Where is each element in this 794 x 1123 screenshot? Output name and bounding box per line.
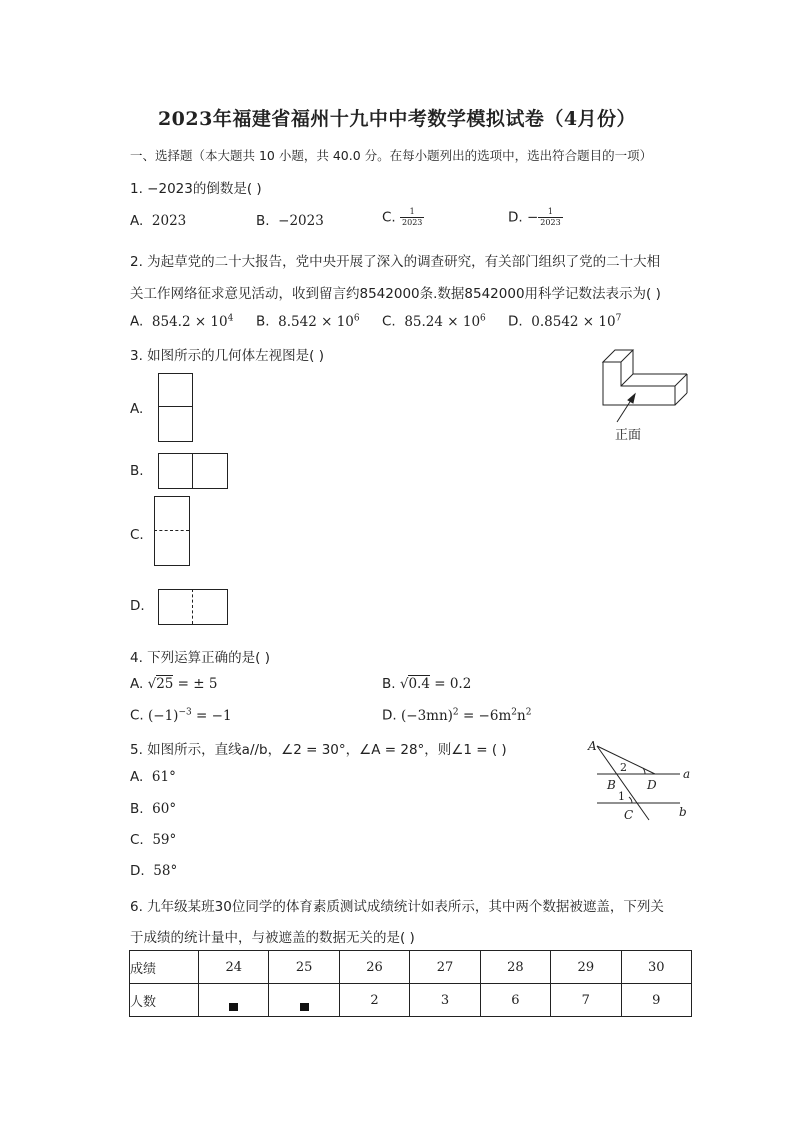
table-cell: 30: [621, 951, 691, 984]
fraction: $\frac{1}{2023}$: [402, 207, 423, 227]
table-cell-masked: [269, 984, 339, 1017]
question-6-stem-line1: 6. 九年级某班30位同学的体育素质测试成绩统计如表所示，其中两个数据被遮盖，下列关: [130, 899, 664, 915]
q5-option-d[interactable]: D. 58°: [130, 863, 178, 879]
q1-option-d[interactable]: D. − $\frac{1}{2023}$: [508, 207, 561, 227]
row-header-score: 成绩: [130, 951, 199, 984]
table-cell: 24: [199, 951, 269, 984]
q2-option-a[interactable]: A. $854.2 \times 10^4$: [130, 313, 234, 330]
parallel-lines-figure: [585, 736, 695, 826]
q3-option-b-label[interactable]: B.: [130, 463, 144, 479]
label-C: C: [624, 808, 634, 822]
q3-option-a-figure[interactable]: [158, 373, 192, 441]
q3-option-c-figure[interactable]: [154, 496, 189, 565]
masked-value-icon: [300, 1003, 309, 1011]
table-cell: 6: [480, 984, 550, 1017]
table-cell: 28: [480, 951, 550, 984]
q2-option-c[interactable]: C. $85.24 \times 10^6$: [382, 313, 486, 330]
transversal-ac: [597, 746, 649, 820]
l-shaped-solid-figure: [595, 342, 695, 446]
q1-option-b[interactable]: B. −2023: [256, 213, 324, 229]
solid-front-face: [603, 362, 675, 405]
table-cell: 2: [339, 984, 409, 1017]
table-cell: 25: [269, 951, 339, 984]
q5-option-c[interactable]: C. 59°: [130, 832, 177, 848]
table-row: [130, 951, 692, 984]
label-D: D: [647, 778, 657, 792]
table-row: [130, 984, 692, 1017]
solid-top-face: [603, 350, 633, 362]
label-a: a: [683, 767, 691, 781]
q5-option-a[interactable]: A. 61°: [130, 769, 176, 785]
question-2-stem-line1: 2. 为起草党的二十大报告，党中央开展了深入的调查研究，有关部门组织了党的二十大相: [130, 254, 661, 270]
q2-option-b[interactable]: B. $8.542 \times 10^6$: [256, 313, 360, 330]
masked-value-icon: [229, 1003, 238, 1011]
q1-option-c[interactable]: C. $\frac{1}{2023}$: [382, 207, 423, 227]
table-cell-masked: [199, 984, 269, 1017]
q2-option-d[interactable]: D. $0.8542 \times 10^7$: [508, 313, 622, 330]
q3-option-d-figure[interactable]: [158, 589, 227, 624]
front-label: 正面: [615, 428, 642, 443]
q4-option-c[interactable]: C. $(-1)^{-3} = -1$: [130, 707, 232, 724]
q4-option-b[interactable]: B. √0.4 = 0.2: [382, 676, 472, 692]
section-heading: 一、选择题（本大题共 10 小题，共 40.0 分。在每小题列出的选项中，选出符合题目的一项）: [130, 148, 653, 163]
angle-1-label: 1: [618, 790, 625, 803]
q1-option-a[interactable]: A. 2023: [130, 213, 187, 229]
q5-option-b[interactable]: B. 60°: [130, 801, 177, 817]
q3-option-d-label[interactable]: D.: [130, 598, 145, 614]
label-B: B: [607, 778, 616, 792]
table-cell: 3: [410, 984, 480, 1017]
table-cell: 26: [339, 951, 409, 984]
question-1-stem: 1. −2023的倒数是( ): [130, 181, 262, 197]
table-cell: 29: [551, 951, 621, 984]
page-title: 2023年福建省福州十九中中考数学模拟试卷（4月份）: [157, 108, 637, 130]
question-5-stem: 5. 如图所示，直线a//b，∠2 = 30°，∠A = 28°，则∠1 = ( ): [130, 742, 507, 758]
angle-2-label: 2: [620, 761, 627, 774]
q3-option-b-figure[interactable]: [158, 453, 227, 488]
q3-option-a-label[interactable]: A.: [130, 401, 144, 417]
label-b: b: [679, 805, 687, 819]
score-table: [129, 950, 692, 1017]
question-3-stem: 3. 如图所示的几何体左视图是( ): [130, 348, 324, 364]
table-cell: 7: [551, 984, 621, 1017]
q4-option-a[interactable]: A. √25 = ± 5: [130, 676, 218, 692]
table-cell: 27: [410, 951, 480, 984]
q3-option-c-label[interactable]: C.: [130, 527, 144, 543]
fraction: $\frac{1}{2023}$: [540, 207, 561, 227]
question-6-stem-line2: 于成绩的统计量中，与被遮盖的数据无关的是( ): [130, 930, 415, 946]
question-2-stem-line2: 关工作网络征求意见活动，收到留言约8542000条.数据8542000用科学记数法表示为( ): [130, 286, 661, 302]
q4-option-d[interactable]: D. $(-3mn)^2 = -6m^2n^2$: [382, 707, 532, 724]
question-4-stem: 4. 下列运算正确的是( ): [130, 650, 270, 666]
label-A: A: [588, 739, 597, 753]
table-cell: 9: [621, 984, 691, 1017]
row-header-count: 人数: [130, 984, 199, 1017]
